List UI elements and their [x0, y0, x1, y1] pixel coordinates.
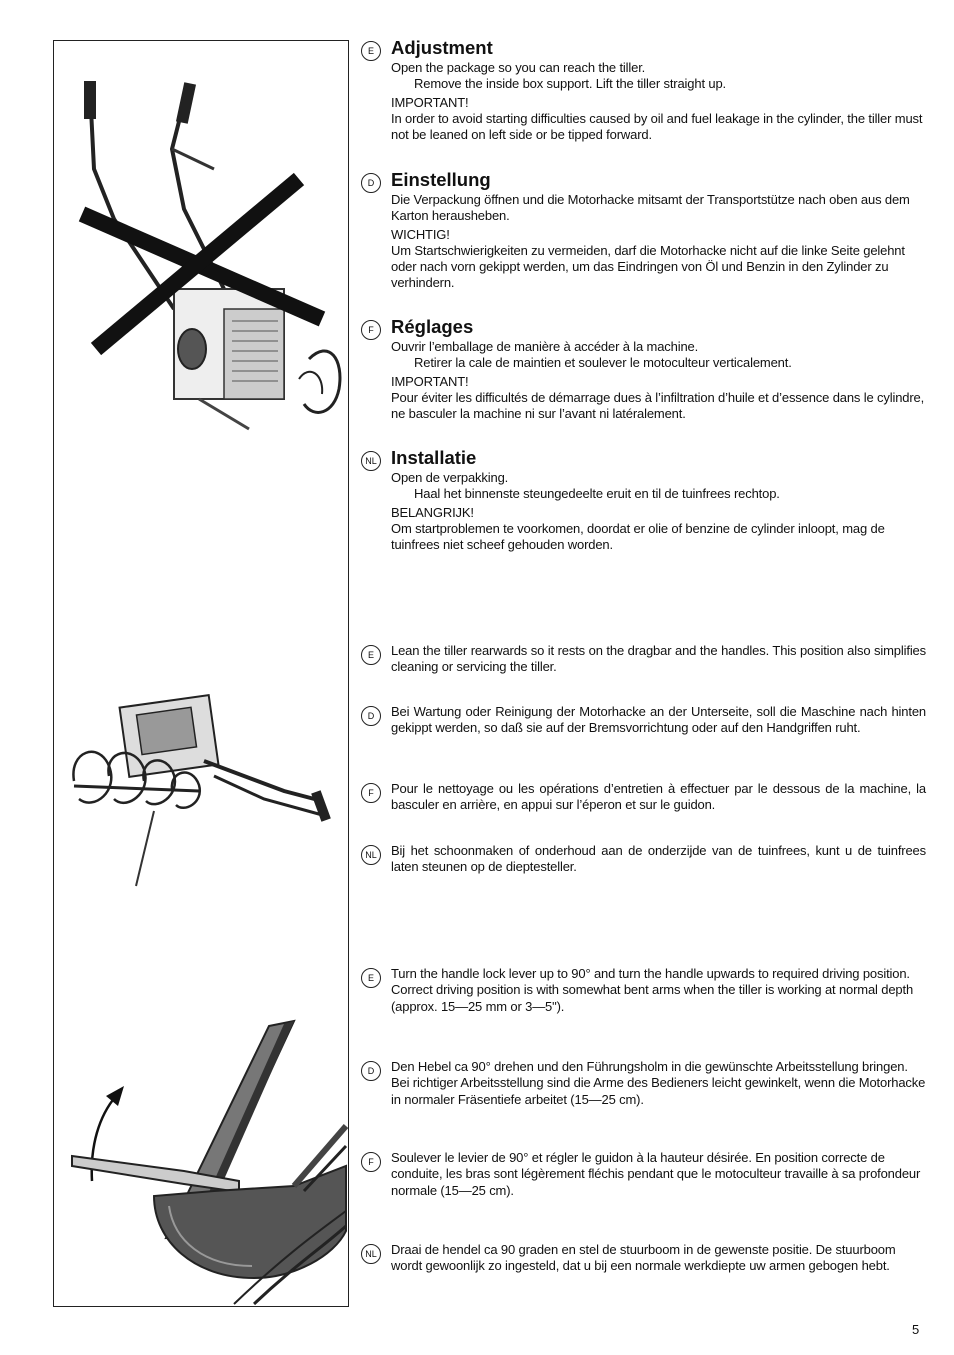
paragraph: Bei Wartung oder Reinigung der Motorhacke an der Unterseite, soll die Maschine nach hinten gekippt werden, so daß sie auf der Bremsvorrichtung oder auf den Handgriffen ruht.: [391, 704, 926, 736]
paragraph: Open de verpakking.: [391, 470, 509, 485]
language-badge-nl: NL: [361, 845, 381, 865]
bottom-section-nl: [361, 1242, 926, 1275]
section-heading: Einstellung: [391, 169, 491, 190]
paragraph: Draai de hendel ca 90 graden en stel de stuurboom in de gewenste positie. De stuurboom wordt gewoonlijk zo ingesteld, dat u bij een normale werkdiepte uw armen gebogen hebt.: [391, 1242, 896, 1274]
language-badge-e: E: [361, 41, 381, 61]
important-label: WICHTIG!: [391, 226, 450, 242]
middle-section-en: [361, 643, 926, 676]
language-badge-d: D: [361, 1061, 381, 1081]
section-reglages-fr: [361, 316, 926, 422]
language-badge-d: D: [361, 706, 381, 726]
section-installatie-nl: [361, 447, 926, 553]
paragraph-indented: Remove the inside box support. Lift the tiller straight up.: [414, 76, 726, 92]
bottom-section-fr: [361, 1150, 926, 1199]
important-label: IMPORTANT!: [391, 94, 469, 110]
language-badge-f: F: [361, 783, 381, 803]
language-badge-f: F: [361, 1152, 381, 1172]
paragraph: Turn the handle lock lever up to 90° and turn the handle upwards to required driving position. Correct driving position is with somewhat bent arms when the tiller is working at normal depth (approx. 15—25 mm or 3—5").: [391, 966, 914, 1014]
tiller-upright-crossed-illustration: [54, 59, 350, 439]
language-badge-e: E: [361, 968, 381, 988]
section-einstellung-de: [361, 169, 926, 292]
paragraph: Pour le nettoyage ou les opérations d’entretien à effectuer par le dessous de la machine, la basculer en arrière, en appui sur l’éperon et sur le guidon.: [391, 781, 926, 813]
paragraph: Den Hebel ca 90° drehen und den Führungsholm in die gewünschte Arbeitsstellung bringen. Bei richtiger Arbeitsstellung sind die Arme des Bedieners leicht gewinkelt, wenn die Motorhacke in normaler Fräsentiefe arbeitet (15—25 cm).: [391, 1059, 926, 1107]
language-badge-nl: NL: [361, 451, 381, 471]
bottom-section-en: [361, 966, 926, 1015]
paragraph-indented: Retirer la cale de maintien et soulever le motoculteur verticalement.: [414, 355, 792, 371]
paragraph: Die Verpackung öffnen und die Motorhacke mitsamt der Transportstütze nach oben aus dem Karton herausheben.: [391, 192, 910, 224]
paragraph: Ouvrir l’emballage de manière à accéder à la machine.: [391, 339, 699, 354]
language-badge-f: F: [361, 320, 381, 340]
middle-section-de: [361, 704, 926, 737]
section-adjustment-en: [361, 37, 926, 143]
paragraph: Om startproblemen te voorkomen, doordat er olie of benzine de cylinder inloopt, mag de tuinfrees niet scheef gehouden worden.: [391, 520, 885, 553]
important-label: BELANGRIJK!: [391, 504, 474, 520]
paragraph: Soulever le levier de 90° et régler le guidon à la hauteur désirée. En position correcte de conduite, les bras sont légèrement fléchis pendant que le motoculteur travaille à sa profondeur normale (15—25 cm).: [391, 1150, 921, 1198]
tiller-tipped-back-illustration: [54, 681, 350, 901]
language-badge-d: D: [361, 173, 381, 193]
paragraph: Pour éviter les difficultés de démarrage dues à l’infiltration d’huile et d’essence dans le cylindre, ne basculer la machine ni sur l’avant ni latéralement.: [391, 389, 925, 422]
paragraph-indented: Haal het binnenste steungedeelte eruit en til de tuinfrees rechtop.: [414, 486, 780, 502]
section-heading: Installatie: [391, 447, 477, 468]
paragraph: Lean the tiller rearwards so it rests on the dragbar and the handles. This position also simplifies cleaning or servicing the tiller.: [391, 643, 926, 675]
illustration-frame: [53, 40, 349, 1307]
section-heading: Adjustment: [391, 37, 493, 58]
paragraph: Bij het schoonmaken of onderhoud aan de onderzijde van de tuinfrees, kunt u de tuinfrees laten steunen op de dieptesteller.: [391, 843, 926, 875]
middle-section-nl: [361, 843, 926, 876]
section-heading: Réglages: [391, 316, 474, 337]
bottom-section-de: [361, 1059, 926, 1108]
language-badge-nl: NL: [361, 1244, 381, 1264]
middle-section-fr: [361, 781, 926, 814]
paragraph: In order to avoid starting difficulties caused by oil and fuel leakage in the cylinder, the tiller must not be leaned on left side or be tipped forward.: [391, 110, 923, 143]
page-number: 5: [912, 1322, 920, 1337]
language-badge-e: E: [361, 645, 381, 665]
paragraph: Open the package so you can reach the tiller.: [391, 60, 646, 75]
handle-lock-lever-illustration: [54, 1016, 350, 1306]
important-label: IMPORTANT!: [391, 373, 469, 389]
paragraph: Um Startschwierigkeiten zu vermeiden, darf die Motorhacke nicht auf die linke Seite gelehnt oder nach vorn gekippt werden, um das Eindringen von Öl und Benzin in den Zylinder zu verhindern.: [391, 242, 905, 291]
